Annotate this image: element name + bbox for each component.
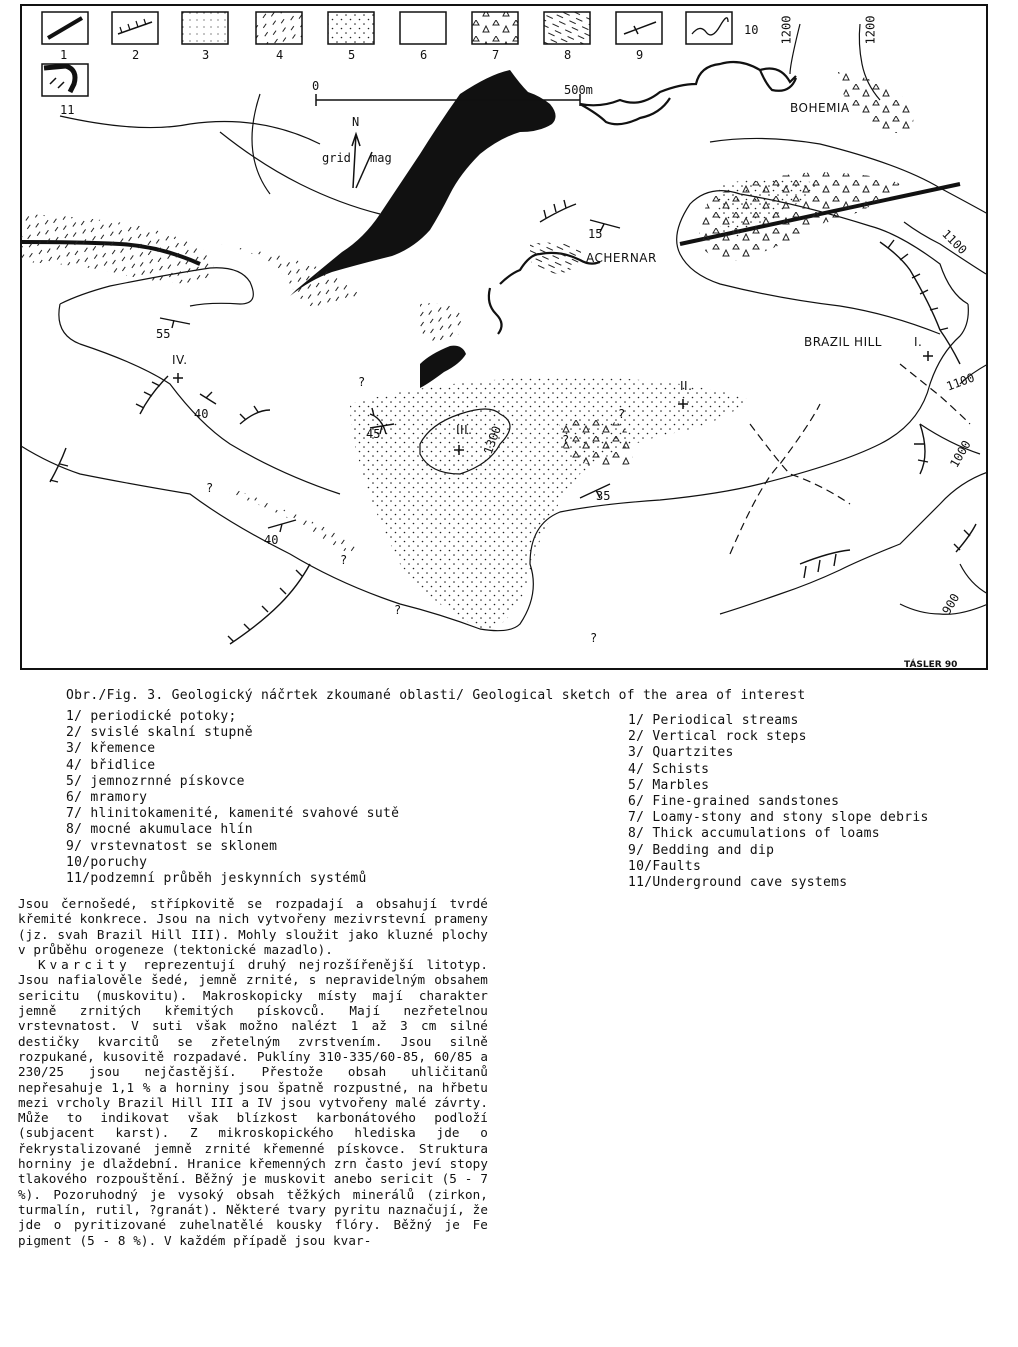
contour-label-1100: 1100 [939, 226, 970, 258]
legend-item: 8/ mocné akumulace hlín [66, 822, 253, 838]
legend-item: 11/podzemní průběh jeskynních systémů [66, 871, 367, 887]
scale-end: 500m [564, 83, 593, 97]
legend-item: 2/ svislé skalní stupně [66, 725, 253, 741]
legend-number: 1 [60, 48, 68, 62]
legend-number: 2 [132, 48, 140, 62]
legend-item: 6/ mramory [66, 790, 148, 806]
contour-label-1200: 1200 [779, 15, 794, 45]
legend-number: 8 [564, 48, 572, 62]
loam-mark: ? [618, 407, 626, 421]
contour-label-900: 900 [939, 591, 963, 617]
contour-label-1300: 1300 [480, 424, 504, 456]
legend-item: 5/ Marbles [628, 777, 710, 793]
legend-item: 9/ vrstevnatost se sklonem [66, 838, 278, 854]
legend-symbols [42, 12, 732, 96]
underground-caves [290, 70, 556, 388]
loam-mark: ? [340, 553, 348, 567]
dip-value: 45 [366, 427, 381, 441]
legend-number: 3 [202, 48, 210, 62]
geological-map [20, 4, 988, 670]
sandstone-area [350, 377, 750, 632]
faults [730, 364, 970, 554]
legend-number: 11 [60, 103, 75, 117]
legend-item: 4/ Schists [628, 761, 710, 777]
legend-item: 10/poruchy [66, 854, 148, 870]
legend-item: 5/ jemnozrnné pískovce [66, 773, 245, 789]
legend-item: 9/ Bedding and dip [628, 842, 775, 858]
figure-caption: Obr./Fig. 3. Geologický náčrtek zkoumané oblasti/ Geological sketch of the area of interest [66, 688, 806, 703]
legend-number: 4 [276, 48, 284, 62]
dip-value: 15 [588, 227, 603, 241]
legend-item: 3/ křemence [66, 741, 156, 757]
legend-item: 11/Underground cave systems [628, 875, 848, 891]
dip-value: 35 [596, 489, 611, 503]
north-arrow [352, 134, 372, 188]
paragraph: Jsou černošedé, střípkovitě se rozpadají a obsahují tvrdé křemité konkrece. Jsou na nich vytvořeny mezivrstevní prameny (jz. svah Brazil Hill III). Mohly sloužit jako kluzné plochy v průběhu orogeneze (tektonické mazadlo). [18, 896, 488, 957]
legend-number: 10 [744, 23, 759, 37]
author-signature: TÁSLER 90 [904, 660, 958, 670]
legend-czech [66, 709, 399, 887]
legend-number: 5 [348, 48, 356, 62]
peak-label-1: I. [914, 335, 923, 349]
legend-item: 8/ Thick accumulations of loams [628, 826, 880, 842]
legend-english [628, 713, 929, 891]
place-achernar: ACHERNAR [586, 251, 657, 265]
dip-value: 40 [194, 407, 209, 421]
peak-label-2: II. [680, 379, 693, 393]
contour-label-1200: 1200 [863, 15, 878, 45]
legend-item: 7/ Loamy-stony and stony slope debris [628, 810, 929, 826]
place-brazil-hill: BRAZIL HILL [804, 335, 882, 349]
legend-item: 10/Faults [628, 858, 702, 874]
legend-item: 1/ periodické potoky; [66, 709, 237, 724]
north-label: N [352, 115, 360, 129]
loam-mark: ? [590, 631, 598, 645]
legend-number: 7 [492, 48, 500, 62]
dip-value: 40 [264, 533, 279, 547]
place-bohemia: BOHEMIA [790, 101, 850, 115]
contour-label-1100: 1100 [944, 370, 977, 394]
legend-item: 4/ břidlice [66, 757, 156, 773]
body-text-column [18, 896, 488, 1248]
loam-mark: ? [358, 375, 366, 389]
legend-item: 6/ Fine-grained sandstones [628, 794, 840, 810]
loam-mark: ? [394, 603, 402, 617]
legend-number: 9 [636, 48, 644, 62]
legend-item: 1/ Periodical streams [628, 713, 799, 728]
paragraph [18, 957, 488, 1248]
peak-label-3: III. [456, 423, 473, 437]
legend-item: 2/ Vertical rock steps [628, 729, 807, 745]
loam-mark: ? [206, 481, 214, 495]
mag-label: mag [370, 151, 392, 165]
legend-number: 6 [420, 48, 428, 62]
scale-start: 0 [312, 79, 320, 93]
legend-item: 3/ Quartzites [628, 745, 734, 761]
contour-label-1000: 1000 [947, 437, 974, 471]
loam-mark: ? [562, 433, 570, 447]
grid-label: grid [322, 151, 351, 165]
paragraph-text: reprezentují druhý nejrozšířenější litotyp. Jsou nafialověle šedé, jemně zrnité, s nepravidelným obsahem sericitu (muskovitu). Makroskopicky místy mají charakter jemně zrnitých křemitých pískovců. Mají nezřetelnou vrstevnatost. V suti však možno nalézt 1 až 3 cm silné destičky kvarcitů se zřetelným zvrstvením. Jsou silně rozpukané, kusovitě rozpadavé. Puklíny 310-335/60-85, 60/85 a 230/25 jsou nejčastější. Přestože obsah uhličitanů nepřesahuje 1,1 % a horniny jsou špatně rozpustné, na hřbetu mezi vrcholy Brazil Hill III a IV jsou vytvořeny malé závrty. Může to indikovat však blízkost karbonátového podloží (subjacent karst). Z mikroskopického hlediska jde o řekrystalizované jemně zrnité křemenné pískovce. Struktura horniny je dlaždební. Hranice křemenných zrn často jeví stopy tlakového rozpouštění. Běžný je muskovit anebo sericit (5 - 7 %). Pozoruhodný je vysoký obsah těžkých minerálů (zirkon, turmalín, rutil, ?granát). Některé tvary pyritu naznačují, že jde o pyritizované zuhelnatělé kousky flóry. Běžný je Fe pigment (5 - 8 %). V každém případě jsou kvar- [18, 957, 488, 1248]
dip-value: 55 [156, 327, 171, 341]
peak-label-4: IV. [172, 353, 188, 367]
lead-term: Kvarcity [38, 957, 131, 973]
legend-item: 7/ hlinitokamenité, kamenité svahové sutě [66, 806, 400, 822]
